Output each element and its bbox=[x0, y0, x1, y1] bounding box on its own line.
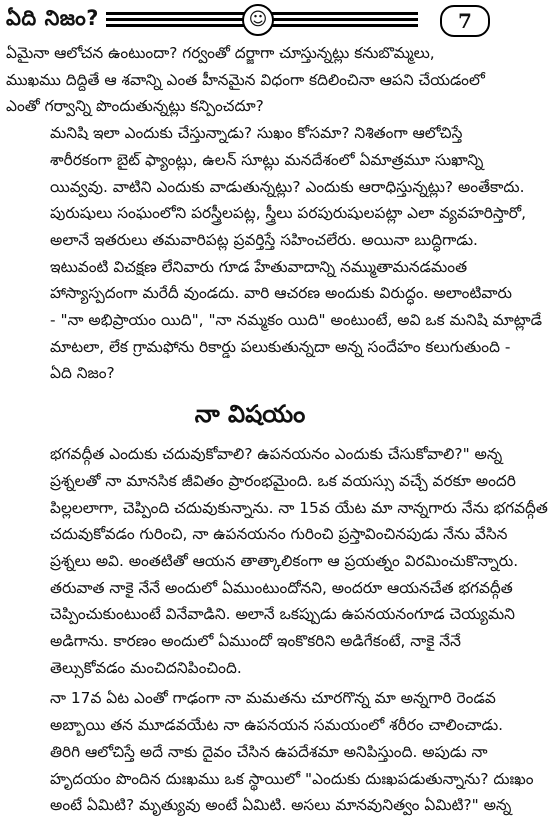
text-line: నా 17వ ఏట ఎంతో గాఢంగా నా మమతను చూరగొన్న మా అన్నగారి రెండవ bbox=[50, 689, 496, 708]
text-line: ఏమైనా ఆలోచన ఉంటుందా? గర్వంతో దర్జాగా చూస్తున్నట్లు కనుబొమ్మలు, bbox=[6, 44, 435, 62]
paragraph bbox=[6, 441, 548, 681]
page-number: 7 bbox=[440, 5, 490, 37]
paragraph bbox=[6, 685, 534, 819]
text-line: అబ్బాయి తన మూడవయేట నా ఉపనయన సమయంలో శరీరం చాలించాడు. bbox=[50, 716, 504, 735]
author-portrait-icon: ☺ bbox=[242, 4, 274, 36]
text-line: మాటలా, లేక గ్రామఫోను రికార్డు పలుకుతున్నదా అన్న సందేహం కలుగుతుంది - bbox=[50, 337, 511, 356]
text-line: పురుషులు సంఘంలోని పరస్త్రీలపట్ల, స్త్రీలు పరపురుషులపట్లా ఎలా వ్యవహరిస్తారో, bbox=[50, 204, 527, 223]
text-line: పిల్లలలాగా, చెప్పింది చదువుకున్నాను. నా 15వ యేట మా నాన్నగారు నేను భగవద్గీత bbox=[50, 498, 548, 517]
text-line: ప్రశ్నలు అవి. అంతటితో ఆయన తాత్కాలికంగా ఆ ప్రయత్నం విరమించుకొన్నారు. bbox=[50, 551, 519, 570]
text-line: యివ్వవు. వాటిని ఎందుకు వాడుతున్నట్లు? ఎందుకు ఆరాధిస్తున్నట్లు? అంతేకాదు. bbox=[50, 177, 525, 196]
text-line: అడిగాను. కారణం అందులో ఏముందో ఇంకొకరిని అడిగేకంటే, నాకై నేనే bbox=[50, 632, 461, 651]
section-heading: నా విషయం bbox=[194, 400, 306, 429]
running-title: ఏది నిజం? bbox=[6, 6, 99, 30]
text-line: భగవద్గీత ఎందుకు చదువుకోవాలి? ఉపనయనం ఎందుకు చేసుకోవాలి?" అన్న bbox=[50, 445, 503, 464]
page-header bbox=[6, 4, 494, 38]
text-line: శారీరకంగా బైట్ ఫ్యాంట్లు, ఉలన్ సూట్లు మనదేశంలో ఏమాత్రమూ సుఖాన్ని bbox=[50, 150, 484, 169]
text-line: హాస్యాస్పదంగా మరేదీ వుండదు. వారి ఆచరణ అందుకు విరుద్ధం. అలాంటివారు bbox=[50, 284, 512, 303]
text-line: తరువాత నాకై నేనే అందులో ఏముంటుందోనని, అందరూ ఆయనచేత భగవద్గీత bbox=[50, 578, 513, 597]
text-line: తిరిగి ఆలోచిస్తే అదే నాకు దైవం చేసిన ఉపదేశమా అనిపిస్తుంది. అపుడు నా bbox=[50, 742, 488, 761]
text-line: మనిషి ఇలా ఎందుకు చేస్తున్నాడు? సుఖం కోసమా? నిశితంగా ఆలోచిస్తే bbox=[50, 124, 463, 143]
page-body bbox=[6, 40, 548, 819]
text-line: ముఖము దిద్దితే ఆ శవాన్ని ఎంత హీనమైన విధంగా కదిలించినా ఆపని చేయడంలో bbox=[6, 70, 485, 89]
text-line: ప్రశ్నలతో నా మానసిక జీవితం ప్రారంభమైంది. ఒక వయస్సు వచ్చే వరకూ అందరి bbox=[50, 471, 516, 490]
text-line: ఇటువంటి విచక్షణ లేనివారు గూడ హేతువాదాన్ని నమ్ముతామనడమంత bbox=[50, 257, 468, 276]
text-line: చదువుకోవడం గురించి, నా ఉపనయనం గురించి ప్రస్తావించినపుడు నేను వేసిన bbox=[50, 525, 508, 544]
text-line: చెప్పించుకుంటుంటే వినేవాడిని. అలానే ఒకప్పుడు ఉపనయనంగూడ చెయ్యమని bbox=[50, 605, 515, 624]
text-line: అంటే ఏమిటి? మృత్యువు అంటే ఏమిటి. అసలు మానవునిత్వం ఏమిటి?" అన్న bbox=[50, 796, 512, 815]
text-line: ఎంతో గర్వాన్ని పొందుతున్నట్లు కన్పించదూ? bbox=[6, 97, 264, 116]
text-line: అలానే ఇతరులు తమవారిపట్ల ప్రవర్తిస్తే సహించలేరు. అయినా బుద్ధిగాడు. bbox=[50, 230, 478, 249]
text-line: హృదయం పొందిన దుఃఖము ఒక స్థాయిలో "ఎందుకు దుఃఖపడుతున్నాను? దుఃఖం bbox=[50, 769, 534, 788]
text-line: ఏది నిజం? bbox=[50, 364, 115, 383]
paragraph bbox=[6, 120, 542, 387]
text-line: తెల్సుకోవడం మంచిదనిపించింది. bbox=[50, 658, 242, 677]
text-line: - "నా అభిప్రాయం యిది", "నా నమ్మకం యిది" అంటుంటే, అవి ఒక మనిషి మాట్లాడే bbox=[50, 311, 542, 330]
paragraph bbox=[6, 40, 494, 120]
